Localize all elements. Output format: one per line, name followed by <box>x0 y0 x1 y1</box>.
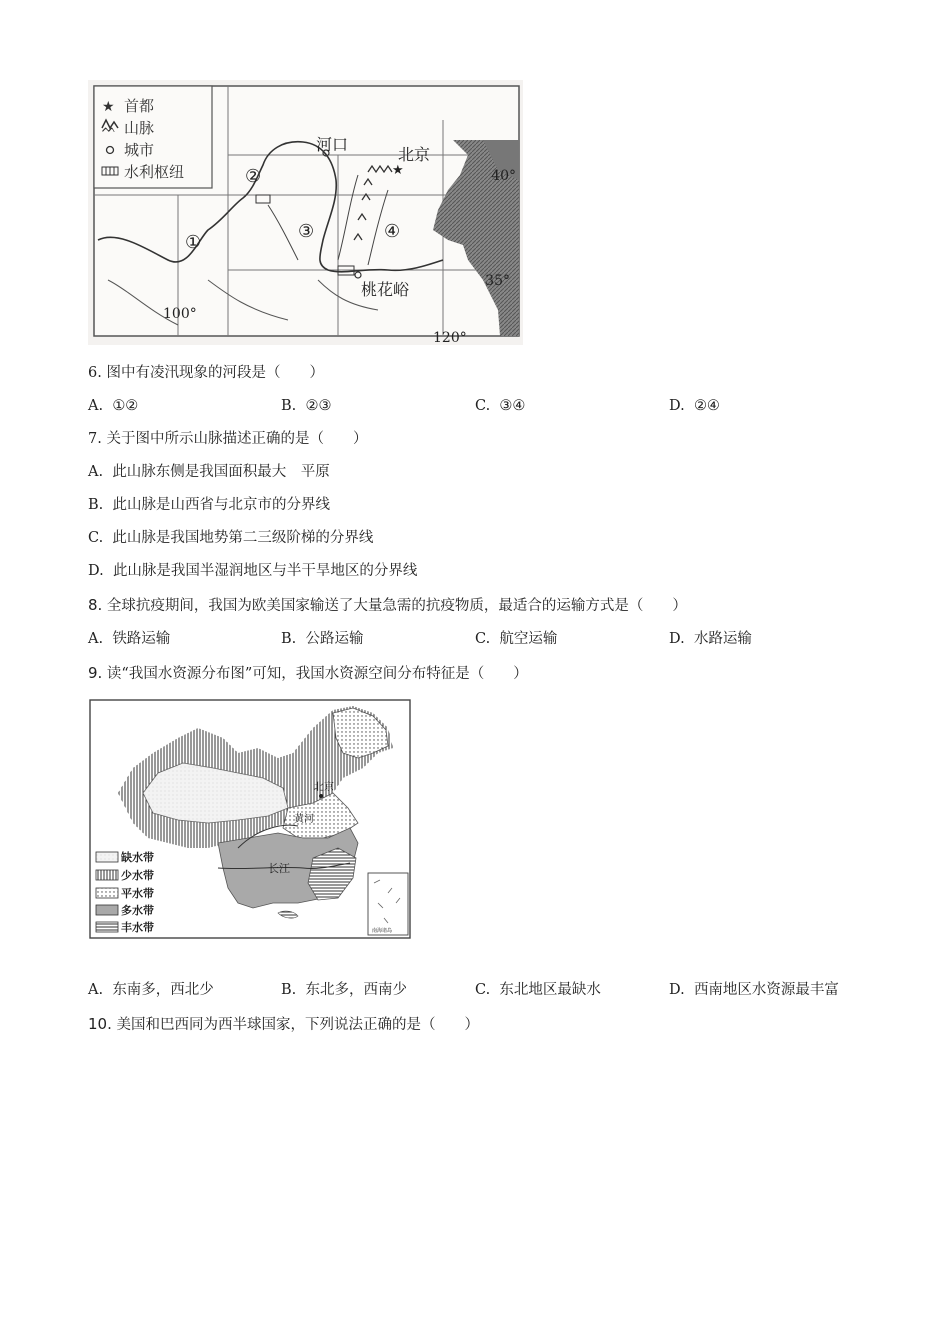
label-lon100: 100° <box>163 306 197 322</box>
option-9b[interactable]: B. 东北多，西南少 <box>281 982 407 998</box>
option-6d[interactable]: D. ②④ <box>669 398 720 414</box>
legend-low: 少水带 <box>121 869 154 882</box>
option-8d[interactable]: D. 水路运输 <box>669 631 752 647</box>
label-beijing: 北京 <box>398 145 431 164</box>
segment-4: ④ <box>384 221 401 242</box>
question-9 <box>88 663 528 684</box>
label-lat40: 40° <box>491 168 516 184</box>
question-number: 10. <box>88 1015 112 1033</box>
question-number: 6. <box>88 365 102 381</box>
question-7 <box>88 429 367 449</box>
legend-normal: 平水带 <box>121 887 154 900</box>
legend-capital: 首都 <box>124 97 155 115</box>
label-inset: 南海诸岛 <box>372 928 393 934</box>
label-hekou: 河口 <box>316 135 349 154</box>
yellow-river-map <box>88 80 523 345</box>
option-9c[interactable]: C. 东北地区最缺水 <box>475 982 601 998</box>
question-number: 7. <box>88 431 102 447</box>
option-7d[interactable]: D. 此山脉是我国半湿润地区与半干旱地区的分界线 <box>88 563 418 579</box>
option-8b[interactable]: B. 公路运输 <box>281 631 364 647</box>
question-number: 8. <box>88 596 103 614</box>
option-9a[interactable]: A. 东南多，西北少 <box>88 982 214 998</box>
svg-text:★: ★ <box>392 163 404 178</box>
question-number: 9. <box>88 664 103 682</box>
option-6b[interactable]: B. ②③ <box>281 398 332 414</box>
label-beijing: 北京 <box>314 782 334 793</box>
label-huanghe: 黄河 <box>294 814 314 825</box>
label-changjiang: 长江 <box>268 862 290 875</box>
water-resources-map <box>88 698 413 940</box>
option-7a[interactable]: A. 此山脉东侧是我国面积最大 平原 <box>88 464 330 480</box>
segment-2: ② <box>245 166 262 187</box>
legend-scarce: 缺水带 <box>121 851 154 864</box>
label-lon120: 120° <box>433 330 467 345</box>
option-6c[interactable]: C. ③④ <box>475 398 526 414</box>
question-stem: 关于图中所示山脉描述正确的是（ ） <box>106 431 368 447</box>
svg-text:★: ★ <box>102 99 115 115</box>
question-stem: 全球抗疫期间，我国为欧美国家输送了大量急需的抗疫物质，最适合的运输方式是（ ） <box>106 598 687 614</box>
segment-3: ③ <box>298 221 315 242</box>
question-stem: 读“我国水资源分布图”可知，我国水资源空间分布特征是（ ） <box>106 666 528 682</box>
question-8 <box>88 595 687 616</box>
option-6a[interactable]: A. ①② <box>88 398 139 414</box>
legend-city: 城市 <box>124 141 155 159</box>
question-10 <box>88 1014 479 1035</box>
south-china-sea-inset <box>368 873 408 935</box>
option-7b[interactable]: B. 此山脉是山西省与北京市的分界线 <box>88 497 330 513</box>
segment-1: ① <box>185 232 202 253</box>
svg-text:ᨓ: ᨓ <box>102 121 117 135</box>
option-8c[interactable]: C. 航空运输 <box>475 631 558 647</box>
question-stem: 图中有凌汛现象的河段是（ ） <box>106 365 324 381</box>
legend-more: 多水带 <box>121 904 154 917</box>
legend-rich: 丰水带 <box>121 921 154 934</box>
option-7c[interactable]: C. 此山脉是我国地势第二三级阶梯的分界线 <box>88 530 374 546</box>
legend-hydro: 水利枢纽 <box>124 163 185 181</box>
legend-mountain: 山脉 <box>124 119 155 137</box>
option-8a[interactable]: A. 铁路运输 <box>88 631 171 647</box>
label-lat35: 35° <box>485 273 510 289</box>
label-taohuayu: 桃花峪 <box>361 280 410 299</box>
option-9d[interactable]: D. 西南地区水资源最丰富 <box>669 982 839 998</box>
question-stem: 美国和巴西同为西半球国家，下列说法正确的是（ ） <box>116 1017 479 1033</box>
question-6 <box>88 363 324 383</box>
